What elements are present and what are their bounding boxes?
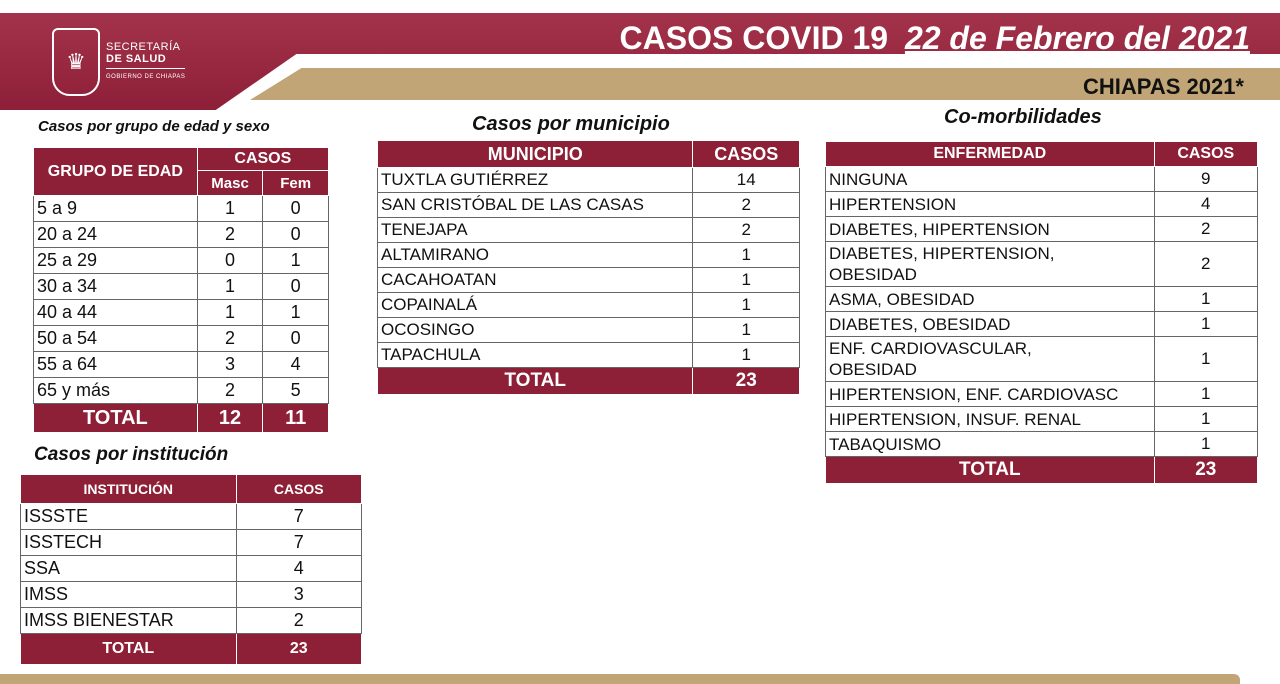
municipio-casos: 2 xyxy=(693,218,800,243)
institucion-title: Casos por institución xyxy=(34,444,229,465)
col-institucion: INSTITUCIÓN xyxy=(21,475,237,504)
table-row xyxy=(378,193,800,218)
comorbilidad-name xyxy=(826,382,1155,407)
col-enfermedad: ENFERMEDAD xyxy=(826,142,1155,167)
table-row xyxy=(34,326,329,352)
table-row xyxy=(826,432,1258,457)
municipio-name: TENEJAPA xyxy=(378,218,693,243)
edad-masc: 3 xyxy=(197,352,263,378)
edad-fem: 4 xyxy=(263,352,329,378)
comorbilidades-title: Co-morbilidades xyxy=(944,106,1102,128)
table-row xyxy=(826,287,1258,312)
table-row xyxy=(21,582,362,608)
logo-line1: SECRETARÍA xyxy=(106,41,181,53)
edad-grupo: 55 a 64 xyxy=(34,352,198,378)
col-municipio: MUNICIPIO xyxy=(378,141,693,168)
municipio-casos: 1 xyxy=(693,318,800,343)
edad-title: Casos por grupo de edad y sexo xyxy=(38,118,270,135)
municipio-casos: 1 xyxy=(693,343,800,368)
comorbilidad-name xyxy=(826,407,1155,432)
comorbilidad-line1: DIABETES, HIPERTENSION xyxy=(829,219,1050,239)
table-row xyxy=(378,343,800,368)
col-fem: Fem xyxy=(263,171,329,196)
institucion-name: SSA xyxy=(21,556,237,582)
institucion-casos: 4 xyxy=(236,556,361,582)
table-row xyxy=(34,274,329,300)
institucion-name: ISSTECH xyxy=(21,530,237,556)
table-row xyxy=(826,337,1258,382)
municipio-name: COPAINALÁ xyxy=(378,293,693,318)
edad-fem: 0 xyxy=(263,196,329,222)
table-row xyxy=(826,407,1258,432)
page-title xyxy=(620,20,1250,57)
col-masc: Masc xyxy=(197,171,263,196)
edad-masc: 1 xyxy=(197,274,263,300)
table-row xyxy=(378,218,800,243)
comorbilidad-name xyxy=(826,192,1155,217)
municipio-name: TUXTLA GUTIÉRREZ xyxy=(378,168,693,193)
municipio-name: SAN CRISTÓBAL DE LAS CASAS xyxy=(378,193,693,218)
comorbilidad-casos: 1 xyxy=(1154,337,1257,382)
comorbilidades-table xyxy=(825,141,1258,484)
logo-line3: GOBIERNO DE CHIAPAS xyxy=(106,68,185,83)
col-com-casos: CASOS xyxy=(1154,142,1257,167)
municipio-casos: 1 xyxy=(693,243,800,268)
table-row xyxy=(826,382,1258,407)
comorbilidad-casos: 2 xyxy=(1154,242,1257,287)
edad-grupo: 65 y más xyxy=(34,378,198,404)
institucion-name: ISSSTE xyxy=(21,504,237,530)
mun-total-label: TOTAL xyxy=(378,368,693,395)
comorbilidad-casos: 1 xyxy=(1154,432,1257,457)
edad-masc: 1 xyxy=(197,196,263,222)
municipio-table xyxy=(377,140,800,395)
edad-grupo: 30 a 34 xyxy=(34,274,198,300)
institucion-name: IMSS BIENESTAR xyxy=(21,608,237,634)
comorbilidad-casos: 9 xyxy=(1154,167,1257,192)
comorbilidad-line1: HIPERTENSION, ENF. CARDIOVASC xyxy=(829,384,1119,404)
col-mun-casos: CASOS xyxy=(693,141,800,168)
comorbilidad-casos: 1 xyxy=(1154,312,1257,337)
comorbilidad-name xyxy=(826,167,1155,192)
com-total: 23 xyxy=(1154,457,1257,484)
comorbilidad-name xyxy=(826,432,1155,457)
edad-table xyxy=(33,147,329,433)
comorbilidad-line1: DIABETES, HIPERTENSION, xyxy=(829,244,1055,263)
table-row xyxy=(21,608,362,634)
comorbilidad-line1: TABAQUISMO xyxy=(829,434,942,454)
municipio-title: Casos por municipio xyxy=(472,113,670,135)
table-row xyxy=(826,242,1258,287)
edad-masc: 0 xyxy=(197,248,263,274)
comorbilidad-casos: 1 xyxy=(1154,382,1257,407)
edad-total-label: TOTAL xyxy=(34,404,198,433)
municipio-casos: 1 xyxy=(693,293,800,318)
edad-fem: 0 xyxy=(263,326,329,352)
comorbilidad-name xyxy=(826,337,1155,382)
comorbilidad-name xyxy=(826,242,1155,287)
inst-total: 23 xyxy=(236,634,361,665)
edad-masc: 1 xyxy=(197,300,263,326)
table-row xyxy=(34,248,329,274)
col-casos: CASOS xyxy=(197,148,328,171)
institucion-casos: 7 xyxy=(236,530,361,556)
edad-grupo: 5 a 9 xyxy=(34,196,198,222)
edad-masc: 2 xyxy=(197,222,263,248)
comorbilidad-line1: ASMA, OBESIDAD xyxy=(829,289,975,309)
municipio-casos: 14 xyxy=(693,168,800,193)
institucion-casos: 3 xyxy=(236,582,361,608)
municipio-casos: 2 xyxy=(693,193,800,218)
logo-line2: DE SALUD xyxy=(106,53,167,65)
table-row xyxy=(21,556,362,582)
comorbilidad-casos: 4 xyxy=(1154,192,1257,217)
comorbilidad-line2: OBESIDAD xyxy=(829,360,917,379)
edad-total-masc: 12 xyxy=(197,404,263,433)
table-row xyxy=(378,268,800,293)
comorbilidad-line1: HIPERTENSION, INSUF. RENAL xyxy=(829,409,1081,429)
comorbilidad-casos: 1 xyxy=(1154,407,1257,432)
municipio-name: TAPACHULA xyxy=(378,343,693,368)
comorbilidad-line1: DIABETES, OBESIDAD xyxy=(829,314,1011,334)
municipio-name: OCOSINGO xyxy=(378,318,693,343)
com-total-label: TOTAL xyxy=(826,457,1155,484)
institucion-casos: 2 xyxy=(236,608,361,634)
edad-fem: 0 xyxy=(263,274,329,300)
municipio-casos: 1 xyxy=(693,268,800,293)
table-row xyxy=(34,196,329,222)
comorbilidad-name xyxy=(826,217,1155,242)
edad-grupo: 20 a 24 xyxy=(34,222,198,248)
table-row xyxy=(826,167,1258,192)
comorbilidad-line1: NINGUNA xyxy=(829,169,908,189)
edad-masc: 2 xyxy=(197,326,263,352)
comorbilidad-line1: HIPERTENSION xyxy=(829,194,957,214)
comorbilidad-name xyxy=(826,287,1155,312)
table-row xyxy=(826,312,1258,337)
region-title: CHIAPAS 2021* xyxy=(1083,74,1244,99)
col-inst-casos: CASOS xyxy=(236,475,361,504)
table-row xyxy=(378,168,800,193)
table-row xyxy=(34,352,329,378)
institucion-table xyxy=(20,474,362,665)
edad-total-fem: 11 xyxy=(263,404,329,433)
table-row xyxy=(34,300,329,326)
comorbilidad-line2: OBESIDAD xyxy=(829,265,917,284)
edad-fem: 5 xyxy=(263,378,329,404)
footer-bar xyxy=(0,674,1240,684)
institucion-name: IMSS xyxy=(21,582,237,608)
table-row xyxy=(378,293,800,318)
edad-fem: 0 xyxy=(263,222,329,248)
table-row xyxy=(21,530,362,556)
table-row xyxy=(21,504,362,530)
edad-grupo: 40 a 44 xyxy=(34,300,198,326)
edad-grupo: 50 a 54 xyxy=(34,326,198,352)
inst-total-label: TOTAL xyxy=(21,634,237,665)
table-row xyxy=(826,192,1258,217)
table-row xyxy=(34,222,329,248)
municipio-name: ALTAMIRANO xyxy=(378,243,693,268)
table-row xyxy=(34,378,329,404)
comorbilidad-line1: ENF. CARDIOVASCULAR, xyxy=(829,339,1032,358)
title-text: CASOS COVID 19 xyxy=(619,20,889,56)
edad-grupo: 25 a 29 xyxy=(34,248,198,274)
comorbilidad-casos: 1 xyxy=(1154,287,1257,312)
mun-total: 23 xyxy=(693,368,800,395)
comorbilidad-casos: 2 xyxy=(1154,217,1257,242)
municipio-name: CACAHOATAN xyxy=(378,268,693,293)
edad-masc: 2 xyxy=(197,378,263,404)
edad-fem: 1 xyxy=(263,300,329,326)
title-date: 22 de Febrero del 2021 xyxy=(904,20,1250,56)
institucion-casos: 7 xyxy=(236,504,361,530)
coat-of-arms-icon: ♛ xyxy=(52,28,100,96)
col-grupo: GRUPO DE EDAD xyxy=(34,148,198,196)
edad-fem: 1 xyxy=(263,248,329,274)
table-row xyxy=(378,243,800,268)
table-row xyxy=(826,217,1258,242)
logo xyxy=(52,28,185,96)
table-row xyxy=(378,318,800,343)
comorbilidad-name xyxy=(826,312,1155,337)
